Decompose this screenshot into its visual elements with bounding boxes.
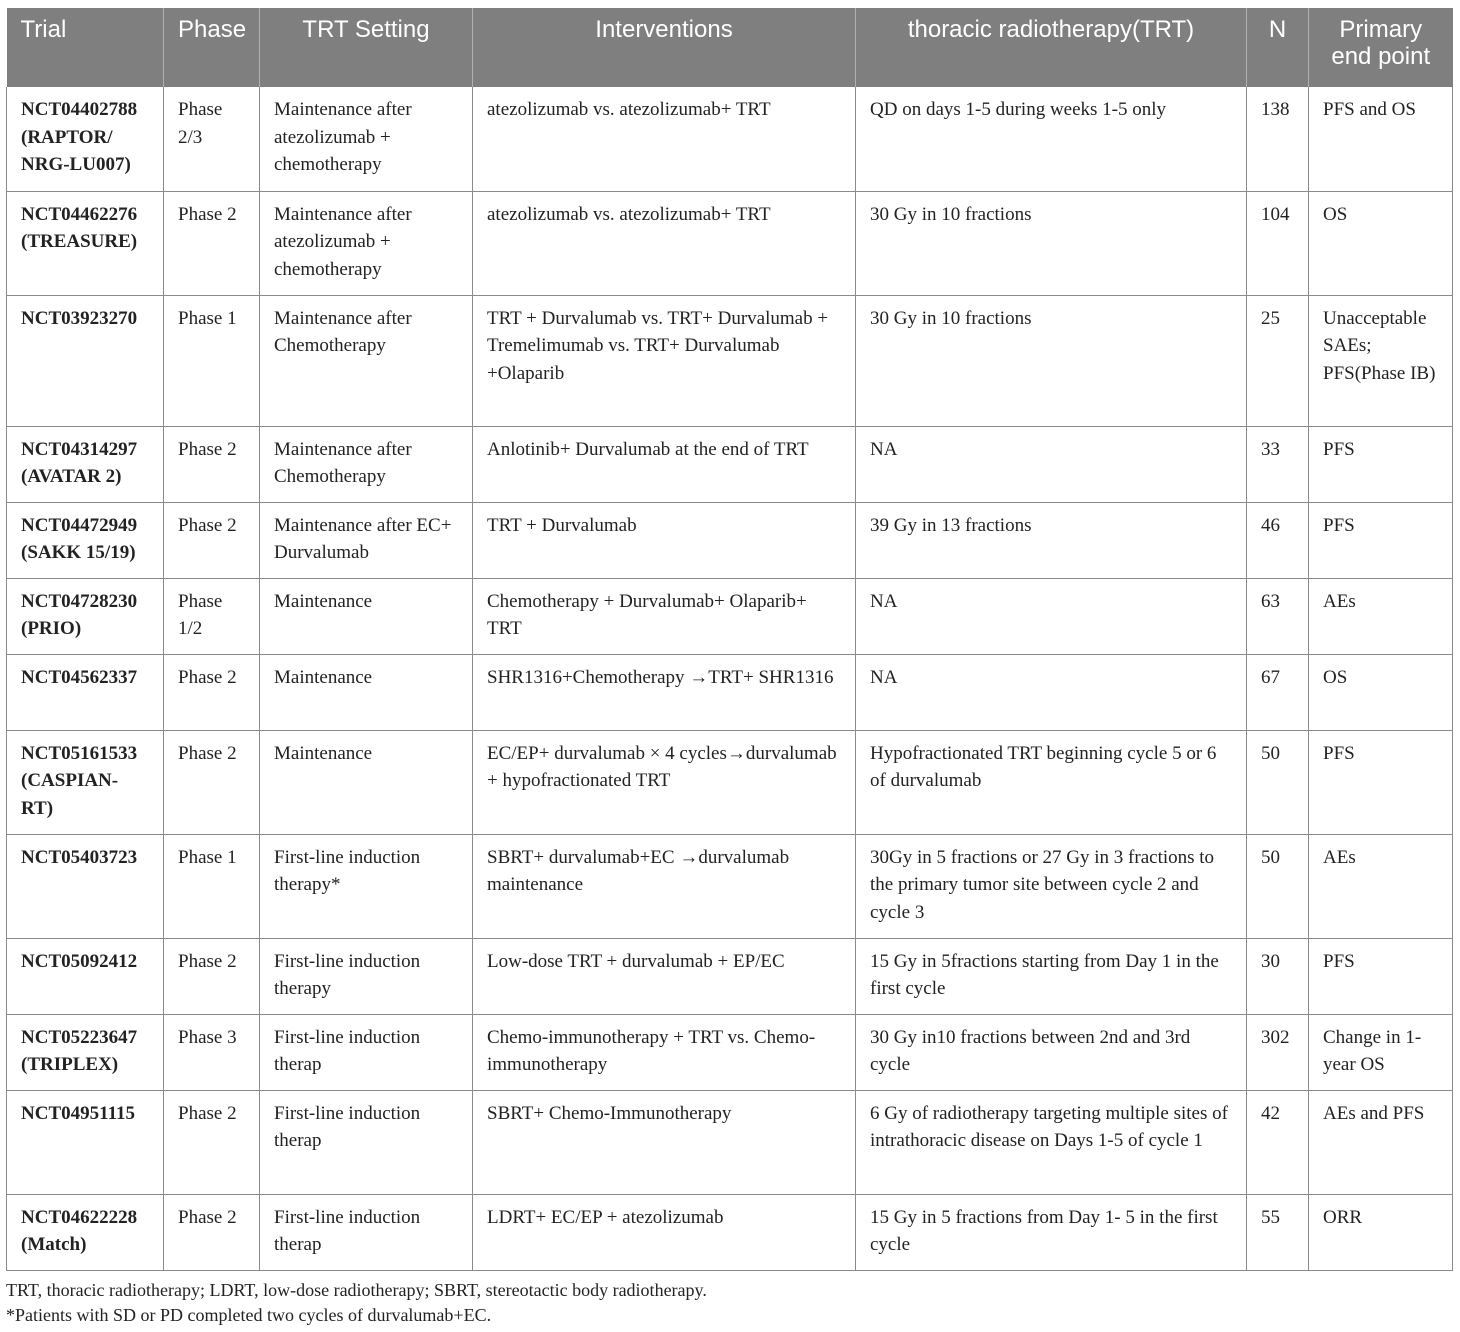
cell-trial: NCT05161533 (CASPIAN-RT): [7, 730, 164, 834]
cell-endpoint: ORR: [1309, 1194, 1453, 1270]
cell-interventions: Anlotinib+ Durvalumab at the end of TRT: [473, 426, 856, 502]
column-header-n: N: [1247, 8, 1309, 87]
cell-setting: Maintenance after atezolizumab + chemotherapy: [260, 87, 473, 191]
table-row: [7, 654, 1453, 730]
footnote-abbreviations: TRT, thoracic radiotherapy; LDRT, low-dose radiotherapy; SBRT, stereotactic body radiotherapy.: [6, 1280, 707, 1300]
trial-table-container: [6, 8, 1452, 1271]
cell-trial: NCT04462276 (TREASURE): [7, 191, 164, 295]
cell-phase: Phase 2: [164, 191, 260, 295]
cell-trial: NCT05403723: [7, 834, 164, 938]
cell-phase: Phase 2/3: [164, 87, 260, 191]
table-row: [7, 1090, 1453, 1194]
table-row: [7, 938, 1453, 1014]
column-header-trt-setting: TRT Setting: [260, 8, 473, 87]
cell-n: 50: [1247, 834, 1309, 938]
cell-phase: Phase 2: [164, 654, 260, 730]
cell-n: 33: [1247, 426, 1309, 502]
cell-n: 104: [1247, 191, 1309, 295]
cell-interventions: SBRT+ durvalumab+EC →durvalumab maintenance: [473, 834, 856, 938]
cell-trial: NCT05092412: [7, 938, 164, 1014]
cell-endpoint: OS: [1309, 654, 1453, 730]
cell-endpoint: Unacceptable SAEs; PFS(Phase IB): [1309, 295, 1453, 426]
cell-endpoint: OS: [1309, 191, 1453, 295]
cell-trt: 15 Gy in 5fractions starting from Day 1 in the first cycle: [856, 938, 1247, 1014]
table-row: [7, 730, 1453, 834]
cell-trt: NA: [856, 426, 1247, 502]
cell-phase: Phase 2: [164, 426, 260, 502]
cell-n: 25: [1247, 295, 1309, 426]
cell-setting: First-line induction therap: [260, 1194, 473, 1270]
column-header-primary-end-point: Primary end point: [1309, 8, 1453, 87]
table-row: [7, 295, 1453, 426]
table-row: [7, 502, 1453, 578]
cell-interventions: TRT + Durvalumab vs. TRT+ Durvalumab + Tremelimumab vs. TRT+ Durvalumab +Olaparib: [473, 295, 856, 426]
cell-trial: NCT04402788 (RAPTOR/ NRG-LU007): [7, 87, 164, 191]
cell-endpoint: PFS: [1309, 426, 1453, 502]
cell-trial: NCT04314297 (AVATAR 2): [7, 426, 164, 502]
trial-table: [6, 8, 1453, 1271]
column-header-phase: Phase: [164, 8, 260, 87]
cell-n: 50: [1247, 730, 1309, 834]
table-row: [7, 1014, 1453, 1090]
cell-setting: First-line induction therap: [260, 1014, 473, 1090]
cell-phase: Phase 2: [164, 730, 260, 834]
table-row: [7, 1194, 1453, 1270]
cell-trial: NCT03923270: [7, 295, 164, 426]
table-row: [7, 834, 1453, 938]
cell-interventions: EC/EP+ durvalumab × 4 cycles→durvalumab + hypofractionated TRT: [473, 730, 856, 834]
cell-interventions: TRT + Durvalumab: [473, 502, 856, 578]
cell-interventions: Chemotherapy + Durvalumab+ Olaparib+ TRT: [473, 578, 856, 654]
cell-endpoint: PFS: [1309, 938, 1453, 1014]
cell-n: 30: [1247, 938, 1309, 1014]
cell-trt: 30 Gy in 10 fractions: [856, 191, 1247, 295]
cell-phase: Phase 1: [164, 834, 260, 938]
cell-trt: QD on days 1-5 during weeks 1-5 only: [856, 87, 1247, 191]
cell-phase: Phase 1/2: [164, 578, 260, 654]
cell-trt: 15 Gy in 5 fractions from Day 1- 5 in the first cycle: [856, 1194, 1247, 1270]
cell-phase: Phase 2: [164, 1194, 260, 1270]
cell-endpoint: PFS and OS: [1309, 87, 1453, 191]
cell-trial: NCT04622228 (Match): [7, 1194, 164, 1270]
cell-endpoint: PFS: [1309, 502, 1453, 578]
cell-trt: 6 Gy of radiotherapy targeting multiple sites of intrathoracic disease on Days 1-5 of cycle 1: [856, 1090, 1247, 1194]
cell-setting: First-line induction therapy: [260, 938, 473, 1014]
cell-setting: Maintenance after EC+ Durvalumab: [260, 502, 473, 578]
cell-phase: Phase 3: [164, 1014, 260, 1090]
cell-trial: NCT04728230 (PRIO): [7, 578, 164, 654]
table-row: [7, 426, 1453, 502]
cell-n: 63: [1247, 578, 1309, 654]
cell-setting: Maintenance: [260, 654, 473, 730]
cell-trial: NCT04472949 (SAKK 15/19): [7, 502, 164, 578]
cell-setting: Maintenance after Chemotherapy: [260, 426, 473, 502]
cell-trt: 30Gy in 5 fractions or 27 Gy in 3 fractions to the primary tumor site between cycle 2 and cycle 3: [856, 834, 1247, 938]
cell-phase: Phase 2: [164, 502, 260, 578]
cell-n: 138: [1247, 87, 1309, 191]
cell-trt: 30 Gy in10 fractions between 2nd and 3rd cycle: [856, 1014, 1247, 1090]
cell-interventions: SBRT+ Chemo-Immunotherapy: [473, 1090, 856, 1194]
cell-trt: NA: [856, 654, 1247, 730]
table-footnotes: [6, 1278, 707, 1328]
cell-endpoint: AEs: [1309, 834, 1453, 938]
cell-setting: First-line induction therap: [260, 1090, 473, 1194]
column-header-interventions: Interventions: [473, 8, 856, 87]
cell-endpoint: Change in 1-year OS: [1309, 1014, 1453, 1090]
cell-phase: Phase 2: [164, 938, 260, 1014]
cell-setting: Maintenance: [260, 578, 473, 654]
cell-phase: Phase 2: [164, 1090, 260, 1194]
cell-phase: Phase 1: [164, 295, 260, 426]
cell-trt: Hypofractionated TRT beginning cycle 5 or 6 of durvalumab: [856, 730, 1247, 834]
cell-interventions: Chemo-immunotherapy + TRT vs. Chemo-immunotherapy: [473, 1014, 856, 1090]
cell-trt: 39 Gy in 13 fractions: [856, 502, 1247, 578]
cell-n: 67: [1247, 654, 1309, 730]
cell-interventions: atezolizumab vs. atezolizumab+ TRT: [473, 87, 856, 191]
cell-n: 42: [1247, 1090, 1309, 1194]
cell-endpoint: AEs: [1309, 578, 1453, 654]
cell-interventions: LDRT+ EC/EP + atezolizumab: [473, 1194, 856, 1270]
cell-interventions: SHR1316+Chemotherapy →TRT+ SHR1316: [473, 654, 856, 730]
cell-n: 55: [1247, 1194, 1309, 1270]
cell-interventions: atezolizumab vs. atezolizumab+ TRT: [473, 191, 856, 295]
column-header-thoracic-radiotherapy: thoracic radiotherapy(TRT): [856, 8, 1247, 87]
footnote-asterisk: *Patients with SD or PD completed two cycles of durvalumab+EC.: [6, 1305, 492, 1325]
cell-trt: NA: [856, 578, 1247, 654]
cell-n: 46: [1247, 502, 1309, 578]
cell-trial: NCT04562337: [7, 654, 164, 730]
cell-endpoint: PFS: [1309, 730, 1453, 834]
table-row: [7, 87, 1453, 191]
cell-n: 302: [1247, 1014, 1309, 1090]
cell-trt: 30 Gy in 10 fractions: [856, 295, 1247, 426]
table-row: [7, 578, 1453, 654]
cell-interventions: Low-dose TRT + durvalumab + EP/EC: [473, 938, 856, 1014]
cell-setting: First-line induction therapy*: [260, 834, 473, 938]
cell-endpoint: AEs and PFS: [1309, 1090, 1453, 1194]
table-header-row: [7, 8, 1453, 87]
cell-setting: Maintenance: [260, 730, 473, 834]
cell-trial: NCT05223647 (TRIPLEX): [7, 1014, 164, 1090]
cell-trial: NCT04951115: [7, 1090, 164, 1194]
table-row: [7, 191, 1453, 295]
column-header-trial: Trial: [7, 8, 164, 87]
cell-setting: Maintenance after atezolizumab + chemotherapy: [260, 191, 473, 295]
cell-setting: Maintenance after Chemotherapy: [260, 295, 473, 426]
